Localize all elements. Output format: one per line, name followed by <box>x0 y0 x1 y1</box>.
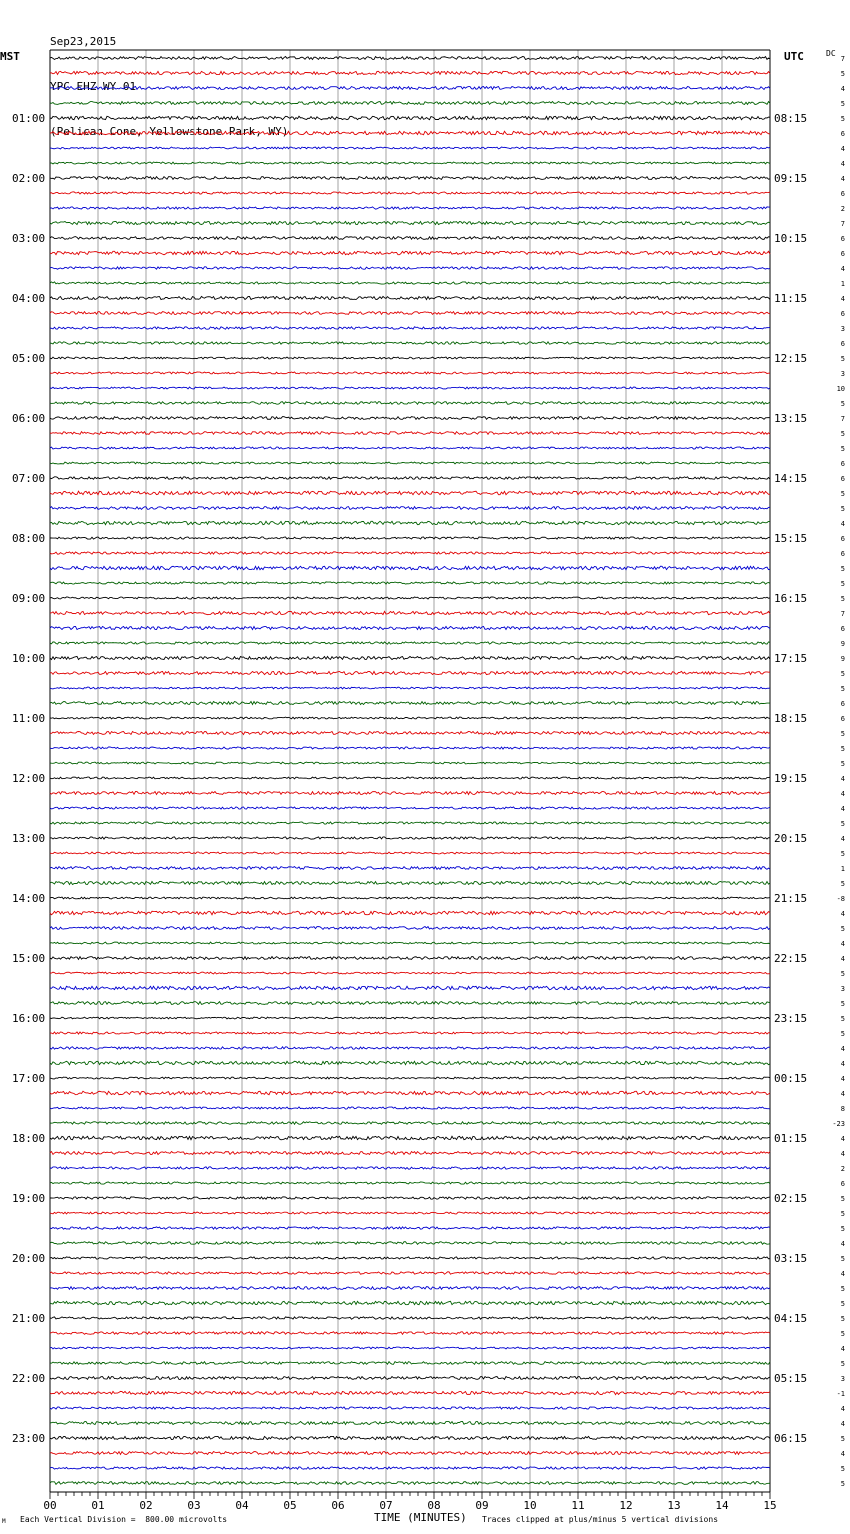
trace-line <box>50 1167 770 1169</box>
dc-offset-label: 5 <box>840 1255 845 1263</box>
trace-line <box>50 1212 770 1214</box>
dc-offset-label: 7 <box>840 55 845 63</box>
right-hour-label: 06:15 <box>774 1432 808 1445</box>
left-hour-label: 09:00 <box>12 592 46 605</box>
trace-line <box>50 1122 770 1125</box>
trace-line <box>50 192 770 194</box>
trace-line <box>50 71 770 74</box>
dc-offset-label: 4 <box>840 1270 845 1278</box>
corner-mark: M <box>2 1518 6 1525</box>
trace-line <box>50 1407 770 1409</box>
dc-offset-label: 5 <box>840 820 845 828</box>
trace-line <box>50 881 770 884</box>
trace-line <box>50 957 770 960</box>
trace-line <box>50 147 770 149</box>
trace-line <box>50 342 770 344</box>
trace-line <box>50 162 770 164</box>
trace-line <box>50 626 770 629</box>
trace-line <box>50 702 770 705</box>
dc-offset-label: 4 <box>840 1135 845 1143</box>
dc-offset-label: 6 <box>840 715 845 723</box>
dc-offset-label: 3 <box>840 370 845 378</box>
dc-offset-label: 5 <box>840 670 845 678</box>
dc-offset-label: 7 <box>840 220 845 228</box>
dc-offset-label: 5 <box>840 730 845 738</box>
right-hour-label: 10:15 <box>774 232 808 245</box>
trace-line <box>50 57 770 60</box>
right-hour-label: 14:15 <box>774 472 808 485</box>
dc-offset-label: 4 <box>840 1240 845 1248</box>
left-hour-label: 03:00 <box>12 232 46 245</box>
left-hour-label: 10:00 <box>12 652 46 665</box>
dc-offset-label: 4 <box>840 955 845 963</box>
dc-offset-label: 5 <box>840 1465 845 1473</box>
x-tick-label: 14 <box>715 1499 729 1512</box>
x-tick-label: 13 <box>667 1499 681 1512</box>
location-label: (Pelican Cone, Yellowstone Park, WY) <box>50 125 289 138</box>
date-label: Sep23,2015 <box>50 35 117 48</box>
dc-offset-label: 4 <box>840 160 845 168</box>
right-hour-label: 08:15 <box>774 112 808 125</box>
trace-line <box>50 177 770 180</box>
trace-line <box>50 1482 770 1485</box>
dc-offset-label: 6 <box>840 475 845 483</box>
trace-line <box>50 447 770 449</box>
dc-offset-label: 6 <box>840 625 845 633</box>
dc-offset-label: 4 <box>840 790 845 798</box>
dc-offset-label: 4 <box>840 775 845 783</box>
dc-offset-label: 5 <box>840 850 845 858</box>
trace-line <box>50 1421 770 1424</box>
dc-offset-label: 6 <box>840 535 845 543</box>
dc-offset-label: 4 <box>840 1150 845 1158</box>
trace-line <box>50 927 770 930</box>
x-axis-title: TIME (MINUTES) <box>374 1511 467 1524</box>
dc-offset-labels <box>832 55 845 1488</box>
dc-header-label: DC <box>826 49 836 58</box>
x-tick-label: 15 <box>763 1499 777 1512</box>
left-hour-label: 18:00 <box>12 1132 46 1145</box>
dc-offset-label: 4 <box>840 940 845 948</box>
dc-offset-label: 4 <box>840 910 845 918</box>
left-hour-label: 14:00 <box>12 892 46 905</box>
right-hour-label: 00:15 <box>774 1072 808 1085</box>
left-hour-label: 20:00 <box>12 1252 46 1265</box>
trace-line <box>50 1091 770 1094</box>
dc-offset-label: 4 <box>840 175 845 183</box>
dc-offset-label: 5 <box>840 1030 845 1038</box>
trace-line <box>50 552 770 554</box>
dc-offset-label: 5 <box>840 925 845 933</box>
trace-line <box>50 357 770 359</box>
dc-offset-label: 5 <box>840 400 845 408</box>
trace-line <box>50 582 770 584</box>
trace-line <box>50 1436 770 1439</box>
dc-offset-label: 6 <box>840 190 845 198</box>
x-tick-label: 05 <box>283 1499 297 1512</box>
right-hour-label: 13:15 <box>774 412 808 425</box>
trace-line <box>50 792 770 795</box>
dc-offset-label: 4 <box>840 520 845 528</box>
right-hour-label: 22:15 <box>774 952 808 965</box>
right-hour-label: 04:15 <box>774 1312 808 1325</box>
dc-offset-label: 5 <box>840 1435 845 1443</box>
dc-offset-label: 4 <box>840 1045 845 1053</box>
dc-offset-label: 5 <box>840 355 845 363</box>
right-hour-label: 12:15 <box>774 352 808 365</box>
dc-offset-label: 5 <box>840 685 845 693</box>
trace-line <box>50 116 770 119</box>
dc-offset-label: 4 <box>840 1450 845 1458</box>
dc-offset-label: 5 <box>840 1285 845 1293</box>
trace-line <box>50 296 770 299</box>
left-hour-label: 06:00 <box>12 412 46 425</box>
trace-group <box>50 57 770 1485</box>
trace-line <box>50 1347 770 1349</box>
trace-line <box>50 87 770 90</box>
dc-offset-label: 3 <box>840 325 845 333</box>
left-hour-label: 08:00 <box>12 532 46 545</box>
trace-line <box>50 372 770 374</box>
scale-note: Each Vertical Division = 800.00 microvolts <box>20 1515 228 1524</box>
right-hour-label: 03:15 <box>774 1252 808 1265</box>
dc-offset-label: 5 <box>840 580 845 588</box>
trace-line <box>50 1317 770 1319</box>
trace-line <box>50 251 770 254</box>
x-tick-label: 04 <box>235 1499 249 1512</box>
right-hour-label: 11:15 <box>774 292 808 305</box>
trace-line <box>50 942 770 944</box>
dc-offset-label: 5 <box>840 1300 845 1308</box>
trace-line <box>50 656 770 659</box>
trace-line <box>50 1136 770 1139</box>
trace-line <box>50 1377 770 1380</box>
right-hour-label: 15:15 <box>774 532 808 545</box>
right-hour-label: 02:15 <box>774 1192 808 1205</box>
dc-offset-label: 6 <box>840 1180 845 1188</box>
trace-line <box>50 1061 770 1064</box>
dc-offset-label: 4 <box>840 1420 845 1428</box>
x-tick-label: 06 <box>331 1499 345 1512</box>
trace-line <box>50 402 770 405</box>
left-hour-label: 23:00 <box>12 1432 46 1445</box>
trace-line <box>50 747 770 749</box>
dc-offset-label: 6 <box>840 130 845 138</box>
dc-offset-label: -8 <box>836 895 845 903</box>
trace-line <box>50 327 770 329</box>
dc-offset-label: -23 <box>832 1120 845 1128</box>
trace-line <box>50 1452 770 1455</box>
right-timezone-label: UTC <box>784 50 804 63</box>
right-hour-label: 19:15 <box>774 772 808 785</box>
trace-line <box>50 852 770 854</box>
dc-offset-label: 4 <box>840 265 845 273</box>
dc-offset-label: 6 <box>840 460 845 468</box>
right-hour-label: 05:15 <box>774 1372 808 1385</box>
dc-offset-label: 5 <box>840 760 845 768</box>
right-hour-label: 17:15 <box>774 652 808 665</box>
trace-line <box>50 1047 770 1049</box>
left-hour-label: 16:00 <box>12 1012 46 1025</box>
dc-offset-label: 5 <box>840 100 845 108</box>
left-hour-label: 04:00 <box>12 292 46 305</box>
dc-offset-label: 5 <box>840 115 845 123</box>
trace-line <box>50 1272 770 1274</box>
x-tick-label: 09 <box>475 1499 489 1512</box>
trace-line <box>50 611 770 614</box>
trace-line <box>50 822 770 824</box>
left-hour-label: 02:00 <box>12 172 46 185</box>
left-hour-label: 15:00 <box>12 952 46 965</box>
left-hour-label: 13:00 <box>12 832 46 845</box>
trace-line <box>50 1301 770 1304</box>
dc-offset-label: 2 <box>840 1165 845 1173</box>
x-tick-label: 10 <box>523 1499 537 1512</box>
trace-line <box>50 911 770 915</box>
trace-line <box>50 1151 770 1154</box>
left-hour-label: 12:00 <box>12 772 46 785</box>
clip-note: Traces clipped at plus/minus 5 vertical divisions <box>482 1515 719 1524</box>
left-hour-label: 21:00 <box>12 1312 46 1325</box>
trace-line <box>50 1227 770 1229</box>
trace-line <box>50 267 770 269</box>
trace-line <box>50 642 770 644</box>
dc-offset-label: 1 <box>840 865 845 873</box>
dc-offset-label: 4 <box>840 85 845 93</box>
trace-line <box>50 521 770 524</box>
trace-line <box>50 312 770 315</box>
trace-line <box>50 837 770 839</box>
dc-offset-label: 1 <box>840 280 845 288</box>
x-tick-label: 07 <box>379 1499 393 1512</box>
trace-line <box>50 1391 770 1394</box>
x-tick-label: 01 <box>91 1499 105 1512</box>
x-tick-label: 03 <box>187 1499 201 1512</box>
trace-line <box>50 897 770 899</box>
left-timezone-label: MST <box>0 50 20 63</box>
trace-line <box>50 777 770 779</box>
trace-line <box>50 1107 770 1109</box>
trace-line <box>50 762 770 764</box>
dc-offset-label: 5 <box>840 1195 845 1203</box>
trace-line <box>50 717 770 719</box>
trace-line <box>50 102 770 105</box>
dc-offset-label: 6 <box>840 250 845 258</box>
trace-line <box>50 207 770 209</box>
trace-line <box>50 131 770 135</box>
left-hour-label: 05:00 <box>12 352 46 365</box>
dc-offset-label: 5 <box>840 1360 845 1368</box>
trace-line <box>50 1257 770 1259</box>
left-hour-label: 11:00 <box>12 712 46 725</box>
dc-offset-label: 4 <box>840 1060 845 1068</box>
dc-offset-label: 5 <box>840 880 845 888</box>
trace-line <box>50 387 770 389</box>
dc-offset-label: 5 <box>840 445 845 453</box>
dc-offset-label: 5 <box>840 745 845 753</box>
dc-offset-label: 7 <box>840 610 845 618</box>
dc-offset-label: 5 <box>840 595 845 603</box>
station-label: YPC EHZ WY 01 <box>50 80 137 93</box>
dc-offset-label: 9 <box>840 640 845 648</box>
dc-offset-label: 5 <box>840 70 845 78</box>
trace-line <box>50 1197 770 1199</box>
left-hour-label: 19:00 <box>12 1192 46 1205</box>
right-hour-label: 20:15 <box>774 832 808 845</box>
dc-offset-label: 6 <box>840 700 845 708</box>
trace-line <box>50 537 770 539</box>
dc-offset-label: 5 <box>840 490 845 498</box>
right-hour-labels <box>774 112 807 1445</box>
right-hour-label: 09:15 <box>774 172 808 185</box>
dc-offset-label: 5 <box>840 970 845 978</box>
left-hour-labels <box>12 112 45 1445</box>
trace-line <box>50 1032 770 1034</box>
trace-line <box>50 807 770 809</box>
dc-offset-label: 4 <box>840 805 845 813</box>
dc-offset-label: 5 <box>840 1210 845 1218</box>
trace-line <box>50 1182 770 1184</box>
dc-offset-label: 5 <box>840 565 845 573</box>
left-hour-label: 17:00 <box>12 1072 46 1085</box>
x-tick-label: 08 <box>427 1499 441 1512</box>
dc-offset-label: 8 <box>840 1105 845 1113</box>
dc-offset-label: 9 <box>840 655 845 663</box>
dc-offset-label: 5 <box>840 505 845 513</box>
right-hour-label: 21:15 <box>774 892 808 905</box>
dc-offset-label: 4 <box>840 145 845 153</box>
trace-line <box>50 671 770 674</box>
x-tick-label: 02 <box>139 1499 153 1512</box>
x-axis <box>43 1492 776 1512</box>
dc-offset-label: 7 <box>840 415 845 423</box>
trace-line <box>50 237 770 240</box>
dc-offset-label: 10 <box>836 385 845 393</box>
trace-line <box>50 731 770 734</box>
trace-line <box>50 1242 770 1245</box>
dc-offset-label: 3 <box>840 985 845 993</box>
right-hour-label: 23:15 <box>774 1012 808 1025</box>
trace-line <box>50 566 770 569</box>
trace-line <box>50 507 770 510</box>
dc-offset-label: 5 <box>840 1000 845 1008</box>
trace-line <box>50 687 770 689</box>
right-hour-label: 16:15 <box>774 592 808 605</box>
dc-offset-label: 4 <box>840 1405 845 1413</box>
trace-line <box>50 1332 770 1335</box>
dc-offset-label: 5 <box>840 430 845 438</box>
right-hour-label: 01:15 <box>774 1132 808 1145</box>
left-hour-label: 22:00 <box>12 1372 46 1385</box>
dc-offset-label: 4 <box>840 835 845 843</box>
trace-line <box>50 597 770 599</box>
left-hour-label: 01:00 <box>12 112 46 125</box>
trace-line <box>50 1362 770 1365</box>
dc-offset-label: 5 <box>840 1315 845 1323</box>
dc-offset-label: 3 <box>840 1375 845 1383</box>
trace-line <box>50 282 770 284</box>
trace-line <box>50 491 770 495</box>
trace-line <box>50 477 770 479</box>
dc-offset-label: 2 <box>840 205 845 213</box>
trace-line <box>50 867 770 870</box>
trace-line <box>50 986 770 989</box>
dc-offset-label: -1 <box>836 1390 845 1398</box>
dc-offset-label: 6 <box>840 340 845 348</box>
trace-line <box>50 462 770 464</box>
trace-line <box>50 1017 770 1019</box>
x-tick-label: 00 <box>43 1499 57 1512</box>
trace-line <box>50 417 770 420</box>
dc-offset-label: 6 <box>840 310 845 318</box>
trace-line <box>50 1077 770 1079</box>
dc-offset-label: 4 <box>840 295 845 303</box>
trace-line <box>50 972 770 974</box>
dc-offset-label: 5 <box>840 1330 845 1338</box>
dc-offset-label: 5 <box>840 1015 845 1023</box>
dc-offset-label: 6 <box>840 550 845 558</box>
x-tick-label: 12 <box>619 1499 633 1512</box>
trace-line <box>50 1287 770 1290</box>
trace-line <box>50 1002 770 1005</box>
x-tick-label: 11 <box>571 1499 585 1512</box>
dc-offset-label: 4 <box>840 1090 845 1098</box>
dc-offset-label: 4 <box>840 1075 845 1083</box>
dc-offset-label: 5 <box>840 1225 845 1233</box>
left-hour-label: 07:00 <box>12 472 46 485</box>
trace-line <box>50 1467 770 1469</box>
trace-line <box>50 432 770 435</box>
dc-offset-label: 6 <box>840 235 845 243</box>
dc-offset-label: 5 <box>840 1480 845 1488</box>
right-hour-label: 18:15 <box>774 712 808 725</box>
dc-offset-label: 4 <box>840 1345 845 1353</box>
trace-line <box>50 221 770 224</box>
